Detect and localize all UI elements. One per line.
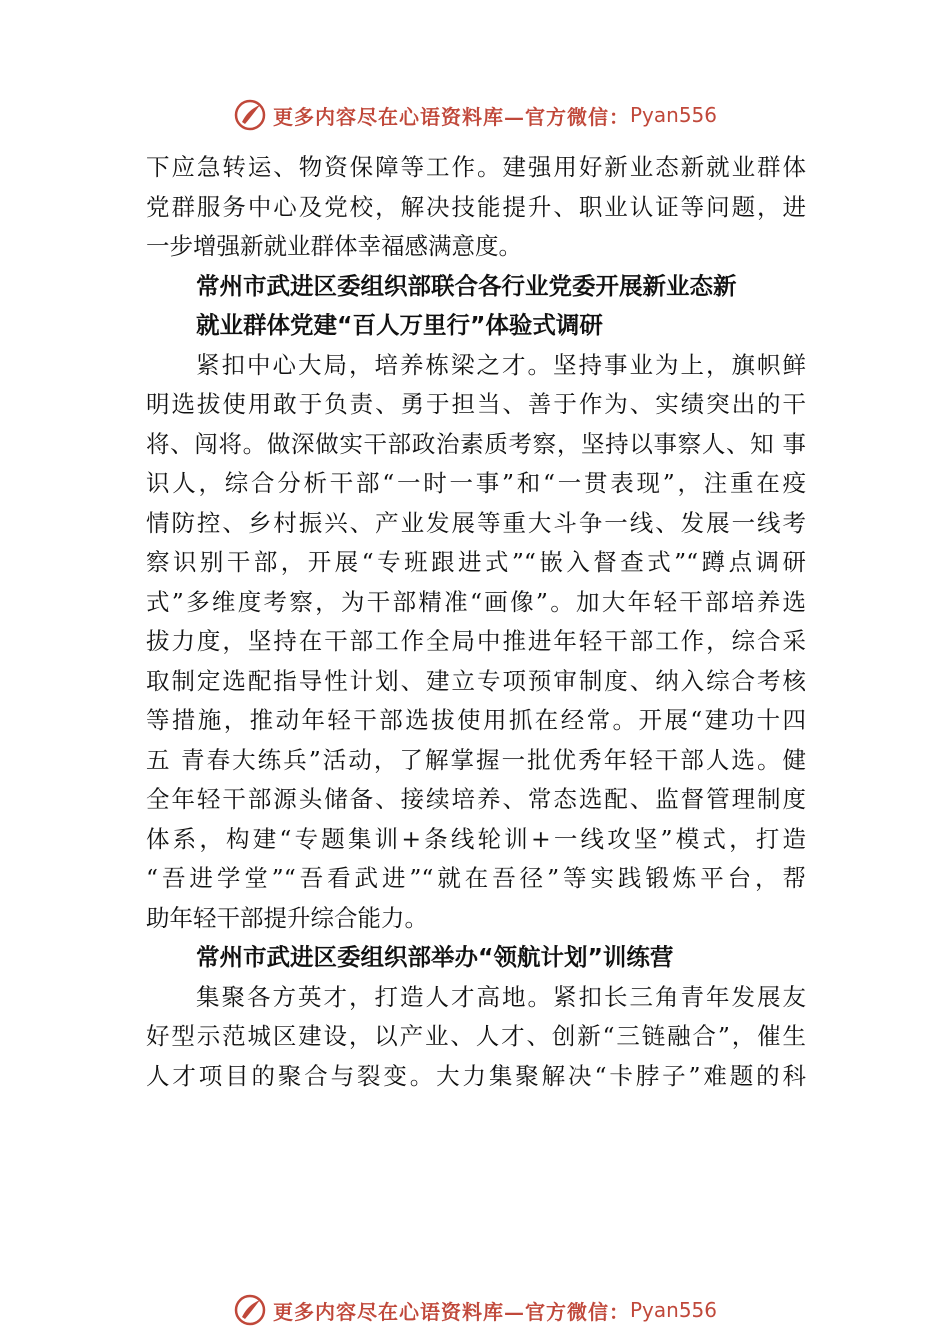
paragraph-line: 等措施，推动年轻干部选拔使用抓在经常。开展“建功十四 [146, 706, 806, 734]
paragraph-line: 紧扣中心大局，培养栋梁之才。坚持事业为上，旗帜鲜 [196, 350, 806, 379]
paragraph-line: 下应急转运、物资保障等工作。建强用好新业态新就业群体 [146, 153, 806, 181]
paragraph-line: 识人，综合分析干部“一时一事”和“一贯表现”，注重在疫 [146, 469, 806, 497]
watermark-id: Pyan556 [629, 1298, 717, 1322]
paragraph-line: 一步增强新就业群体幸福感满意度。 [146, 232, 522, 260]
paragraph-line: 察识别干部，开展“专班跟进式”“嵌入督查式”“蹲点调研 [146, 548, 806, 576]
paragraph-line: 体系，构建“专题集训+条线轮训+一线攻坚”模式，打造 [146, 824, 806, 853]
watermark-bottom [0, 1290, 950, 1330]
section-heading-line: 常州市武进区委组织部举办“领航计划”训练营 [196, 943, 674, 971]
paragraph-line: 将、闯将。做深做实干部政治素质考察，坚持以事察人、知 事 [146, 429, 806, 458]
watermark-top [0, 95, 950, 135]
watermark-text: 更多内容尽在心语资料库—官方微信： [272, 1299, 630, 1324]
watermark-text: 更多内容尽在心语资料库—官方微信： [272, 104, 630, 129]
paragraph-line: 明选拔使用敢于负责、勇于担当、善于作为、实绩突出的干 [146, 390, 806, 418]
paragraph-line: “吾进学堂”“吾看武进”“就在吾径”等实践锻炼平台，帮 [146, 864, 806, 892]
paragraph-line: 拔力度，坚持在干部工作全局中推进年轻干部工作，综合采 [146, 627, 806, 655]
paragraph-line: 情防控、乡村振兴、产业发展等重大斗争一线、发展一线考 [146, 508, 806, 537]
paragraph-line: 式”多维度考察，为干部精准“画像”。加大年轻干部培养选 [146, 587, 806, 616]
paragraph-line: 人才项目的聚合与裂变。大力集聚解决“卡脖子”难题的科 [146, 1061, 806, 1090]
document-body [146, 148, 806, 1096]
paragraph-line: 全年轻干部源头储备、接续培养、常态选配、监督管理制度 [146, 785, 806, 813]
paragraph-line: 助年轻干部提升综合能力。 [146, 903, 428, 932]
paragraph-line: 党群服务中心及党校，解决技能提升、职业认证等问题，进 [146, 192, 806, 221]
watermark-id: Pyan556 [629, 103, 717, 127]
section-heading-line: 就业群体党建“百人万里行”体验式调研 [196, 311, 603, 339]
logo-icon [233, 98, 267, 132]
paragraph-line: 好型示范城区建设，以产业、人才、创新“三链融合”，催生 [146, 1022, 806, 1050]
paragraph-line: 取制定选配指导性计划、建立专项预审制度、纳入综合考核 [146, 666, 806, 695]
paragraph-line: 集聚各方英才，打造人才高地。紧扣长三角青年发展友 [196, 982, 806, 1011]
section-heading-line: 常州市武进区委组织部联合各行业党委开展新业态新 [196, 271, 737, 300]
logo-icon [233, 1293, 267, 1327]
paragraph-line: 五 青春大练兵”活动，了解掌握一批优秀年轻干部人选。健 [146, 745, 806, 774]
